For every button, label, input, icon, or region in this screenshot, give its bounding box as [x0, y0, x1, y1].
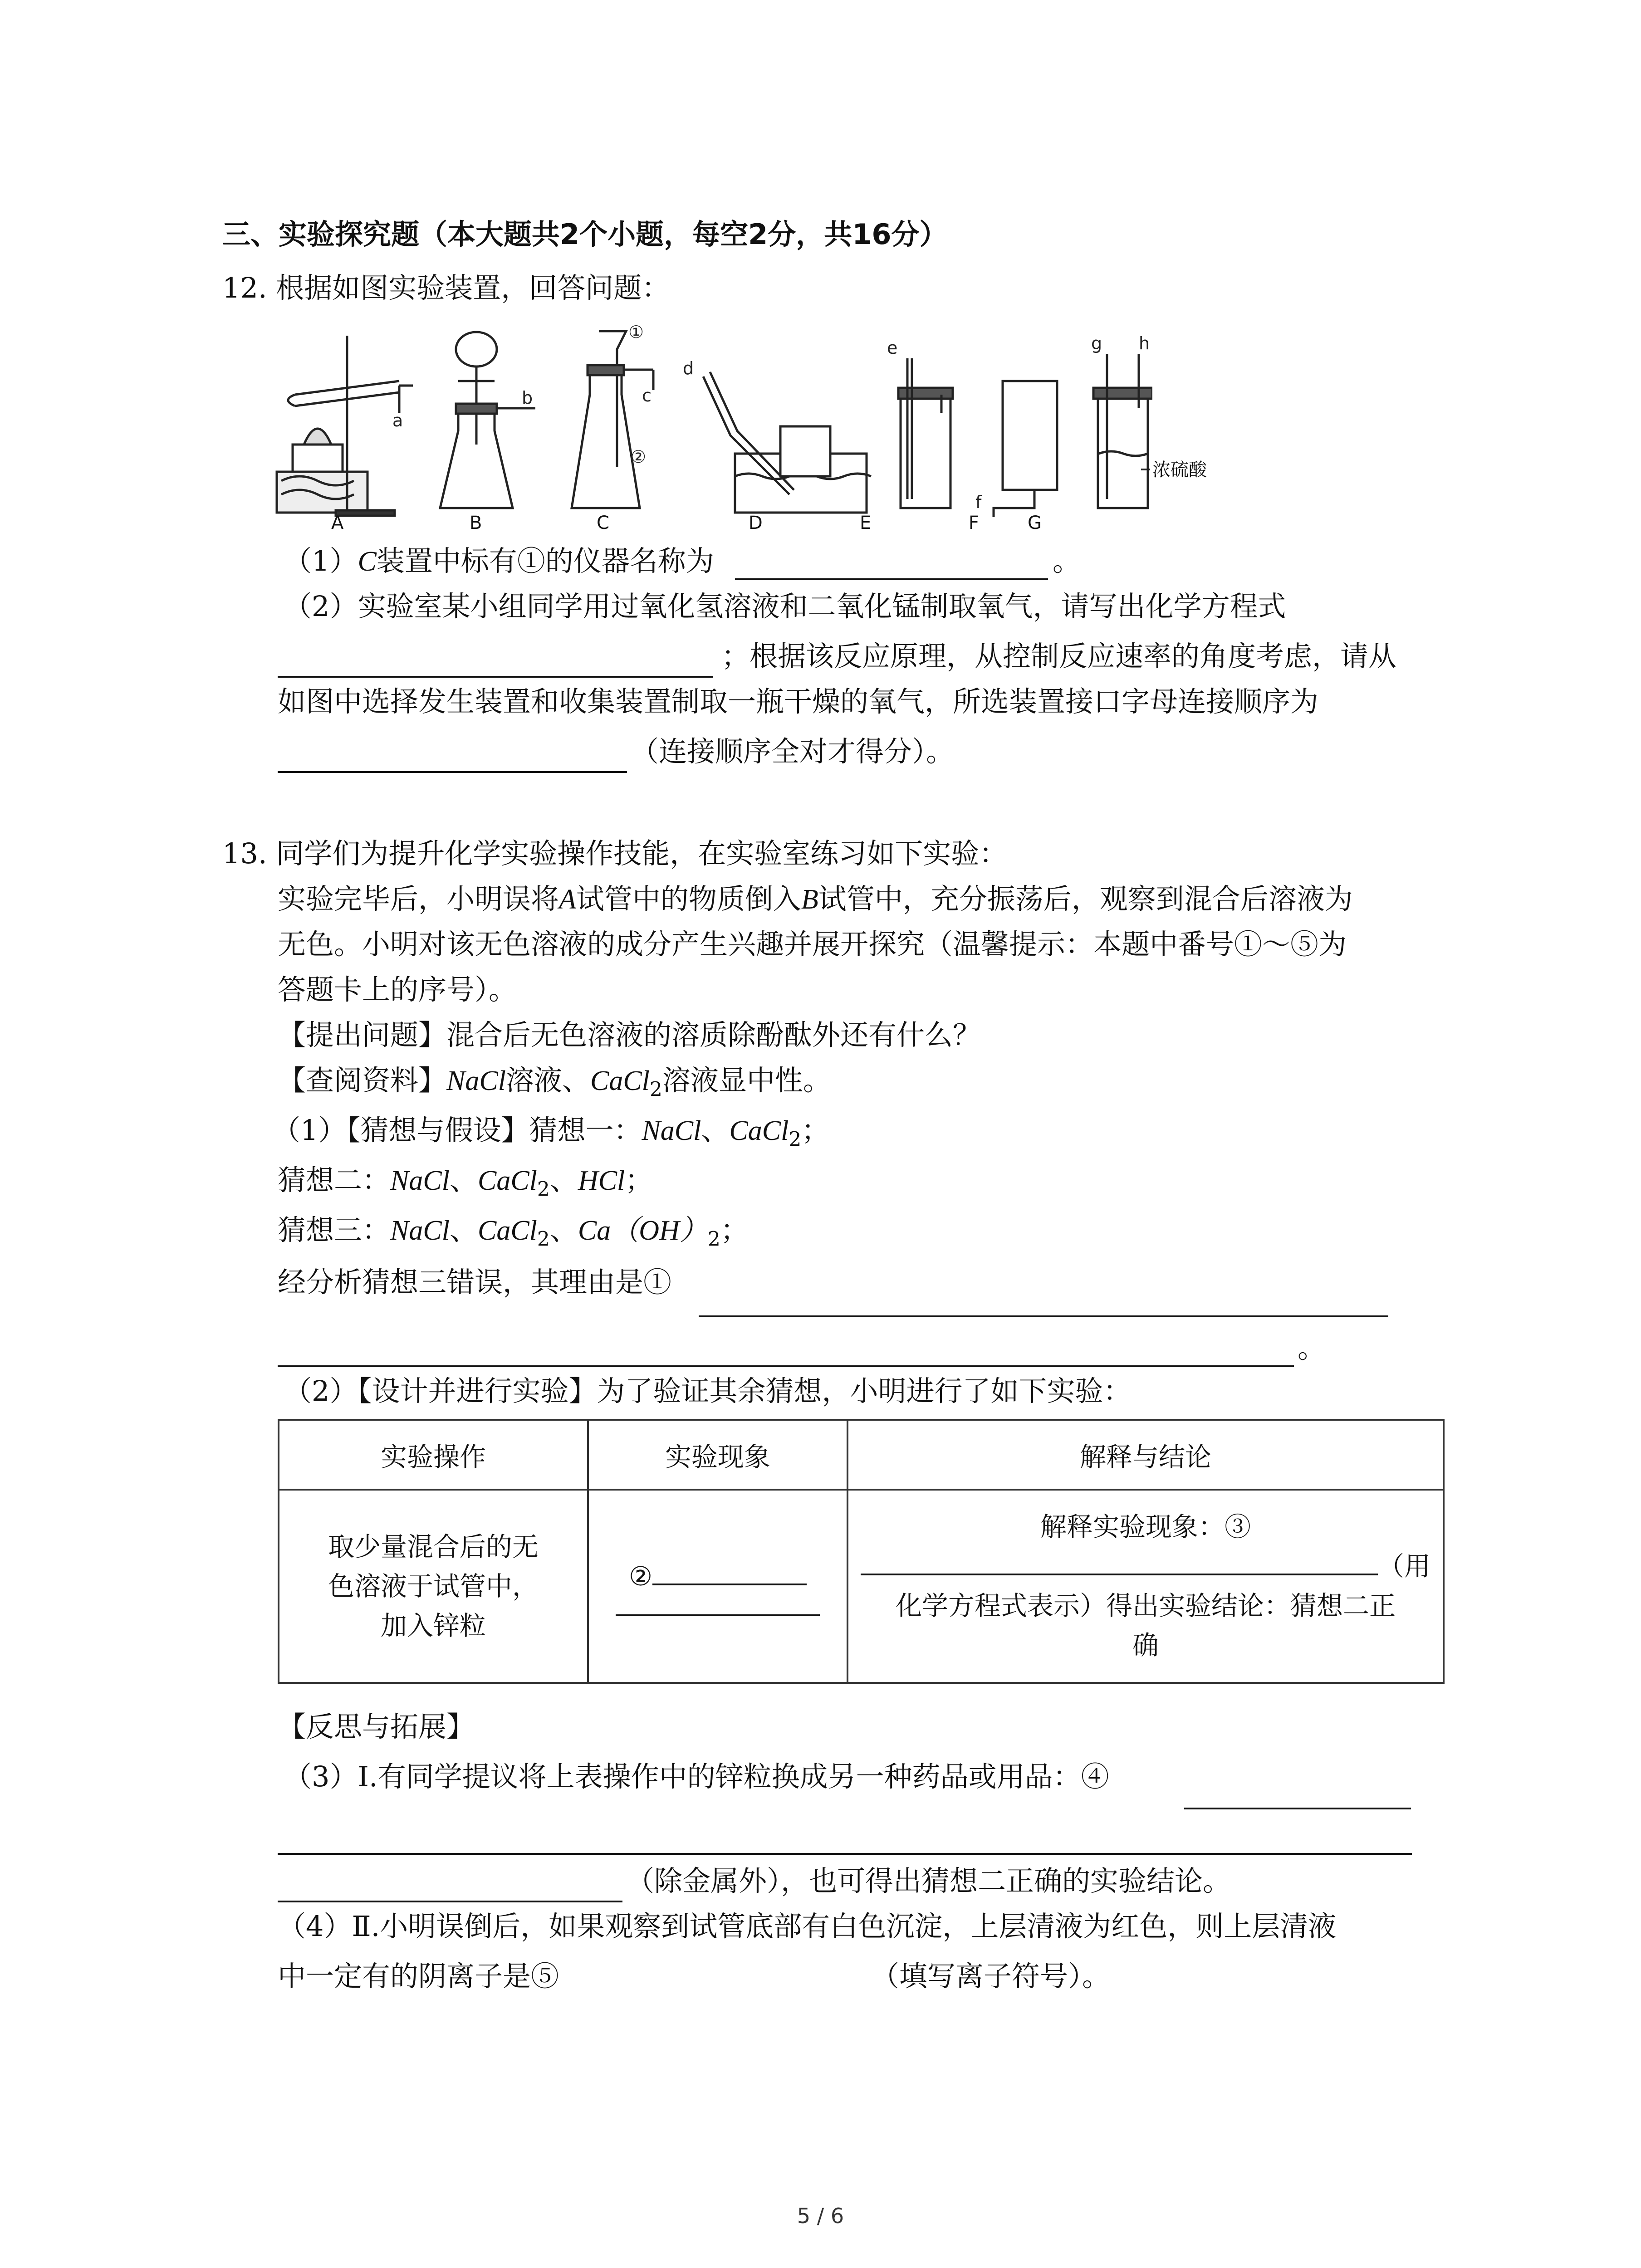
- q12-part2-line1: （2）实验室某小组同学用过氧化氢溶液和二氧化锰制取氧气，请写出化学方程式: [284, 590, 1286, 623]
- guess3-sub2: 2: [707, 1227, 720, 1251]
- q13-reference: [278, 1064, 831, 1102]
- conclusion-line-2: （用: [1377, 1551, 1430, 1582]
- q12-blank-2[interactable]: [278, 676, 713, 678]
- guess2-nacl: NaCl: [390, 1165, 450, 1196]
- q13-ref-c: 溶液显中性。: [662, 1064, 831, 1097]
- guess3-semi: ；: [720, 1213, 749, 1246]
- q13-intro-a: 实验完毕后，小明误将: [278, 882, 559, 915]
- port-label-c: c: [642, 386, 652, 406]
- conclusion-line-4: 确: [1132, 1630, 1159, 1661]
- guess2-sep1: 、: [449, 1163, 478, 1197]
- table-row: [279, 1490, 1444, 1683]
- q12-part2-line2: ；根据该反应原理，从控制反应速率的角度考虑，请从: [721, 640, 1397, 673]
- section-title: 三、实验探究题（本大题共2个小题，每空2分，共16分）: [222, 218, 948, 251]
- op-line-2: 色溶液于试管中，: [328, 1570, 539, 1602]
- guess3-cacl: CaCl: [477, 1215, 537, 1246]
- port-label-a: a: [392, 411, 403, 430]
- conclusion-blank[interactable]: [861, 1547, 1378, 1575]
- guess3-sep1: 、: [449, 1213, 478, 1246]
- q13-intro-line1: [278, 882, 1353, 916]
- q13-guess-1: [272, 1114, 829, 1152]
- apparatus-b: [440, 332, 535, 508]
- guess3-sub: 2: [537, 1227, 550, 1251]
- apparatus-e: [898, 358, 953, 508]
- q13-part2: （2）【设计并进行实验】为了验证其余猜想，小明进行了如下实验：: [284, 1374, 1132, 1408]
- port-label-g: g: [1091, 333, 1102, 353]
- q12-part1-num: （1）: [284, 544, 358, 577]
- q13-part4-line1: （4）Ⅱ.小明误倒后，如果观察到试管底部有白色沉淀，上层清液为红色，则上层清液: [278, 1910, 1337, 1943]
- apparatus-c: [572, 331, 653, 508]
- q13-ref-cacl: CaCl: [590, 1066, 650, 1096]
- q13-ref-sub: 2: [649, 1078, 662, 1101]
- guess1-cacl: CaCl: [729, 1115, 789, 1146]
- q13-part4-line2b: （填写离子符号）。: [871, 1960, 1111, 1993]
- q12-part1-text: 装置中标有①的仪器名称为: [376, 544, 714, 577]
- op-line-3: 加入锌粒: [380, 1610, 486, 1641]
- apparatus-d: [703, 372, 871, 513]
- port-label-b: b: [522, 388, 533, 408]
- q13-blank-4b[interactable]: [278, 1853, 1412, 1855]
- apparatus-letter-g: G: [1028, 513, 1042, 533]
- guess3-sep2: 、: [549, 1213, 578, 1246]
- guess2-sub: 2: [537, 1178, 550, 1201]
- apparatus-letter-e: E: [860, 513, 872, 533]
- table-cell-conclusion: [847, 1490, 1444, 1683]
- guess2-label: 猜想二：: [278, 1163, 391, 1197]
- q13-intro-c: 试管中，充分振荡后，观察到混合后溶液为: [818, 882, 1353, 915]
- q13-part3-end: （除金属外），也可得出猜想二正确的实验结论。: [626, 1864, 1231, 1897]
- table-cell-phenomenon: [588, 1490, 847, 1683]
- guess2-cacl: CaCl: [477, 1165, 537, 1196]
- table-cell-operation: [279, 1490, 588, 1683]
- apparatus-f: [994, 381, 1057, 517]
- apparatus-g: [1093, 354, 1152, 508]
- table-header-row: [279, 1420, 1444, 1490]
- phenomenon-blank-2[interactable]: [616, 1610, 820, 1616]
- q13-question: 【提出问题】混合后无色溶液的溶质除酚酞外还有什么？: [278, 1018, 981, 1051]
- q13-intro-line2: 无色。小明对该无色溶液的成分产生兴趣并展开探究（温馨提示：本题中番号①～⑤为: [278, 928, 1347, 961]
- port-label-d: d: [683, 358, 694, 378]
- guess1-sep: 、: [701, 1114, 730, 1147]
- q12-part2-line4: （连接顺序全对才得分）。: [631, 735, 955, 768]
- guess3-label: 猜想三：: [278, 1213, 391, 1246]
- q13-blank-4a[interactable]: [1184, 1808, 1411, 1809]
- q13-intro-tube-b: B: [801, 884, 818, 915]
- op-line-1: 取少量混合后的无: [328, 1531, 539, 1562]
- q13-blank-1b[interactable]: [278, 1365, 1294, 1367]
- guess1-sub: 2: [789, 1128, 802, 1151]
- apparatus-letters: [268, 513, 1175, 540]
- g-label-conc-h2so4: 浓硫酸: [1152, 459, 1207, 480]
- q12-part1-c: C: [358, 546, 377, 577]
- experiment-table: [278, 1419, 1445, 1684]
- q12-part1-end: 。: [1053, 544, 1081, 577]
- apparatus-letter-f: F: [969, 513, 980, 533]
- conclusion-line-3: 化学方程式表示）得出实验结论：猜想二正: [895, 1590, 1396, 1621]
- q13-part4-line2a: 中一定有的阴离子是⑤: [278, 1960, 559, 1993]
- phenomenon-mark: ②: [629, 1560, 652, 1592]
- q12-part1: [284, 544, 714, 578]
- page-number: 5 / 6: [797, 2204, 844, 2228]
- table-header-phenomenon: 实验现象: [588, 1420, 847, 1490]
- q13-guess-3: [278, 1213, 749, 1251]
- q13-reason: 经分析猜想三错误，其理由是①: [278, 1266, 672, 1299]
- port-label-h: h: [1139, 333, 1150, 353]
- guess1-semi: ；: [801, 1114, 830, 1147]
- guess3-oh: （OH）: [611, 1215, 708, 1246]
- guess1-label: （1）【猜想与假设】猜想一：: [272, 1114, 642, 1147]
- question-13-stem: 13. 同学们为提升化学实验操作技能，在实验室练习如下实验：: [222, 837, 1008, 870]
- q13-intro-line3: 答题卡上的序号）。: [278, 973, 517, 1006]
- apparatus-letter-d: D: [749, 513, 763, 533]
- conclusion-line-1: 解释实验现象：③: [1040, 1511, 1251, 1542]
- q13-ref-nacl: NaCl: [446, 1066, 506, 1096]
- guess2-sep2: 、: [549, 1163, 578, 1197]
- q13-ref-b: 溶液、: [505, 1064, 590, 1097]
- question-12-stem: 12. 根据如图实验装置，回答问题：: [222, 271, 670, 304]
- q13-reflect-title: 【反思与拓展】: [278, 1710, 475, 1743]
- c-mark-1: ①: [628, 322, 644, 342]
- q13-part3: （3）Ⅰ.有同学提议将上表操作中的锌粒换成另一种药品或用品：④: [284, 1760, 1109, 1793]
- table-header-operation: 实验操作: [279, 1420, 588, 1490]
- q13-reason-end: 。: [1298, 1331, 1326, 1364]
- q12-blank-1[interactable]: [735, 578, 1048, 580]
- guess2-semi: ；: [625, 1163, 653, 1197]
- guess2-hcl: HCl: [578, 1165, 625, 1196]
- q13-intro-b: 试管中的物质倒入: [576, 882, 801, 915]
- port-label-f: f: [975, 492, 982, 512]
- q13-guess-2: [278, 1163, 653, 1202]
- apparatus-figure: [268, 318, 1152, 544]
- apparatus-letter-b: B: [470, 513, 482, 533]
- apparatus-letter-a: A: [331, 513, 344, 533]
- port-label-e: e: [887, 338, 898, 358]
- q13-blank-4c[interactable]: [278, 1901, 622, 1902]
- c-mark-2: ②: [631, 447, 647, 467]
- q13-blank-1a[interactable]: [699, 1315, 1388, 1317]
- q13-intro-tube-a: A: [559, 884, 576, 915]
- guess1-nacl: NaCl: [642, 1115, 701, 1146]
- q13-ref-label: 【查阅资料】: [278, 1064, 447, 1097]
- table-header-conclusion: 解释与结论: [847, 1420, 1444, 1490]
- q12-part2-line3: 如图中选择发生装置和收集装置制取一瓶干燥的氧气，所选装置接口字母连接顺序为: [278, 685, 1319, 718]
- phenomenon-blank[interactable]: [652, 1557, 807, 1585]
- apparatus-letter-c: C: [597, 513, 609, 533]
- guess3-nacl: NaCl: [390, 1215, 450, 1246]
- guess3-ca: Ca: [578, 1215, 611, 1246]
- q12-blank-3[interactable]: [278, 771, 627, 773]
